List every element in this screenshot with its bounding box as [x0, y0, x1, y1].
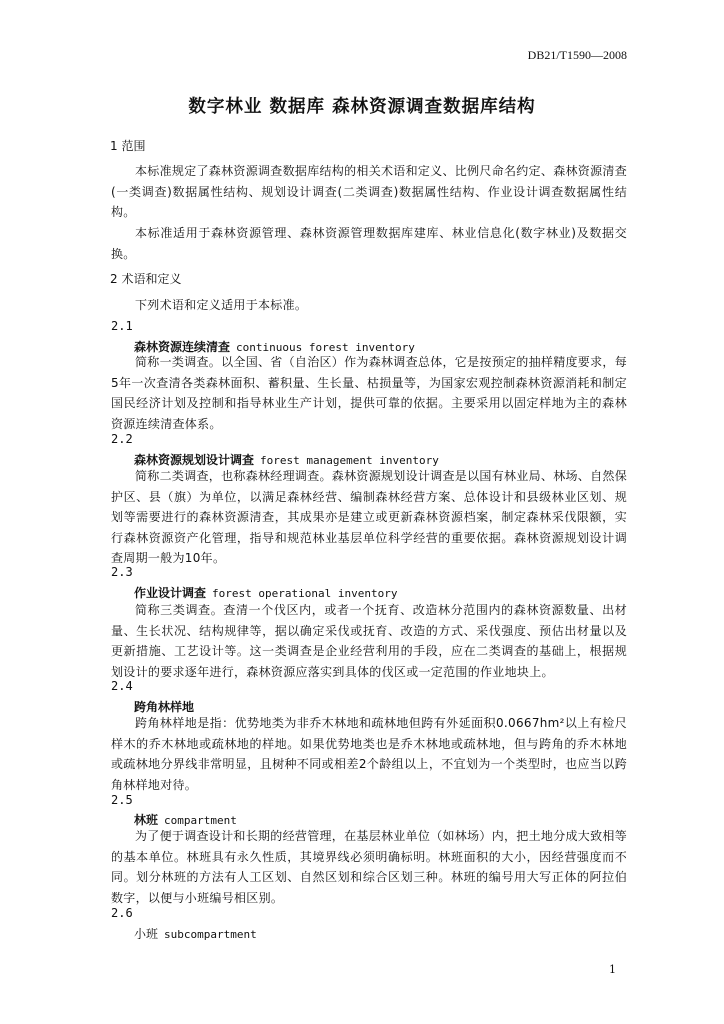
term-zh: 森林资源规划设计调查 [134, 453, 255, 467]
term-zh: 林班 [134, 813, 159, 827]
terms-intro: 下列术语和定义适用于本标准。 [135, 298, 308, 312]
term-title [134, 925, 257, 942]
term-number: 2.3 [111, 565, 133, 579]
document-title: 数字林业 数据库 森林资源调查数据库结构 [188, 97, 536, 117]
term-zh: 森林资源连续清查 [134, 340, 231, 354]
term-en: forest operational inventory [212, 587, 398, 600]
term-title [134, 584, 397, 601]
term-definition: 为了便于调查设计和长期的经营管理，在基层林业单位（如林场）内，把土地分成大致相等的基本单位。林班具有永久性质，其境界线必须明确标明。林班面积的大小，因经营强度而不同。划分林班的方法有人工区划、自然区划和综合区划三种。林班的编号用大写正体的阿拉伯数字，以便与小班编号相区别。 [111, 829, 628, 905]
term-definition: 简称三类调查。查清一个伐区内，或者一个抚育、改造林分范围内的森林资源数量、出材量、生长状况、结构规律等，据以确定采伐或抚育、改造的方式、采伐强度、预估出材量以及更新措施、工艺设计等。这一类调查是企业经营利用的手段，应在二类调查的基础上，根据规划设计的要求逐年进行，森林资源应落实到具体的伐区或一定范围的作业地块上。 [111, 603, 627, 679]
term-number: 2.2 [111, 432, 133, 446]
term-definition: 简称二类调查，也称森林经理调查。森林资源规划设计调查是以国有林业局、林场、自然保护区、县（旗）为单位，以满足森林经营、编制森林经营方案、总体设计和县级林业区划、规划等需要进行的森林资源清查，其成果亦是建立或更新森林资源档案，制定森林采伐限额，实行森林资源资产化管理，指导和规范林业基层单位科学经营的重要依据。森林资源规划设计调查周期一般为10年。 [111, 469, 628, 565]
scope-paragraph-2: 本标准适用于森林资源管理、森林资源管理数据库建库、林业信息化(数字林业)及数据交换。 [111, 226, 627, 261]
term-zh: 跨角林样地 [134, 700, 195, 714]
scope-paragraph-1: 本标准规定了森林资源调查数据库结构的相关术语和定义、比例尺命名约定、森林资源清查(一类调查)数据属性结构、规划设计调查(二类调查)数据属性结构、作业设计调查数据属性结构。 [111, 164, 628, 219]
term-number: 2.4 [111, 679, 133, 693]
term-en: subcompartment [164, 928, 257, 941]
page-number: 1 [609, 963, 616, 976]
section-heading-scope: 1 范围 [110, 139, 146, 153]
section-heading-terms: 2 术语和定义 [110, 272, 182, 286]
term-number: 2.5 [111, 793, 133, 807]
term-number: 2.6 [111, 906, 133, 920]
term-definition: 跨角林样地是指：优势地类为非乔木林地和疏林地但跨有外延面积0.0667hm²以上有检尺样木的乔木林地或疏林地的样地。如果优势地类也是乔木林地或疏林地，但与跨角的乔木林地或疏林地分界线非常明显，且树种不同或相差2个龄组以上，不宜划为一个类型时，也应当以跨角林样地对待。 [111, 716, 627, 792]
term-en: continuous forest inventory [236, 341, 415, 354]
term-en: forest management inventory [260, 454, 439, 467]
term-number: 2.1 [111, 319, 133, 333]
term-zh: 作业设计调查 [134, 586, 207, 600]
term-zh: 小班 [134, 927, 159, 941]
term-en: compartment [164, 814, 237, 827]
term-definition: 简称一类调查。以全国、省（自治区）作为森林调查总体，它是按预定的抽样精度要求，每5年一次查清各类森林面积、蓄积量、生长量、枯损量等，为国家宏观控制森林资源消耗和制定国民经济计划及控制和指导林业生产计划，提供可靠的依据。主要采用以固定样地为主的森林资源连续清查体系。 [111, 355, 628, 431]
standard-code: DB21/T1590—2008 [527, 48, 627, 62]
